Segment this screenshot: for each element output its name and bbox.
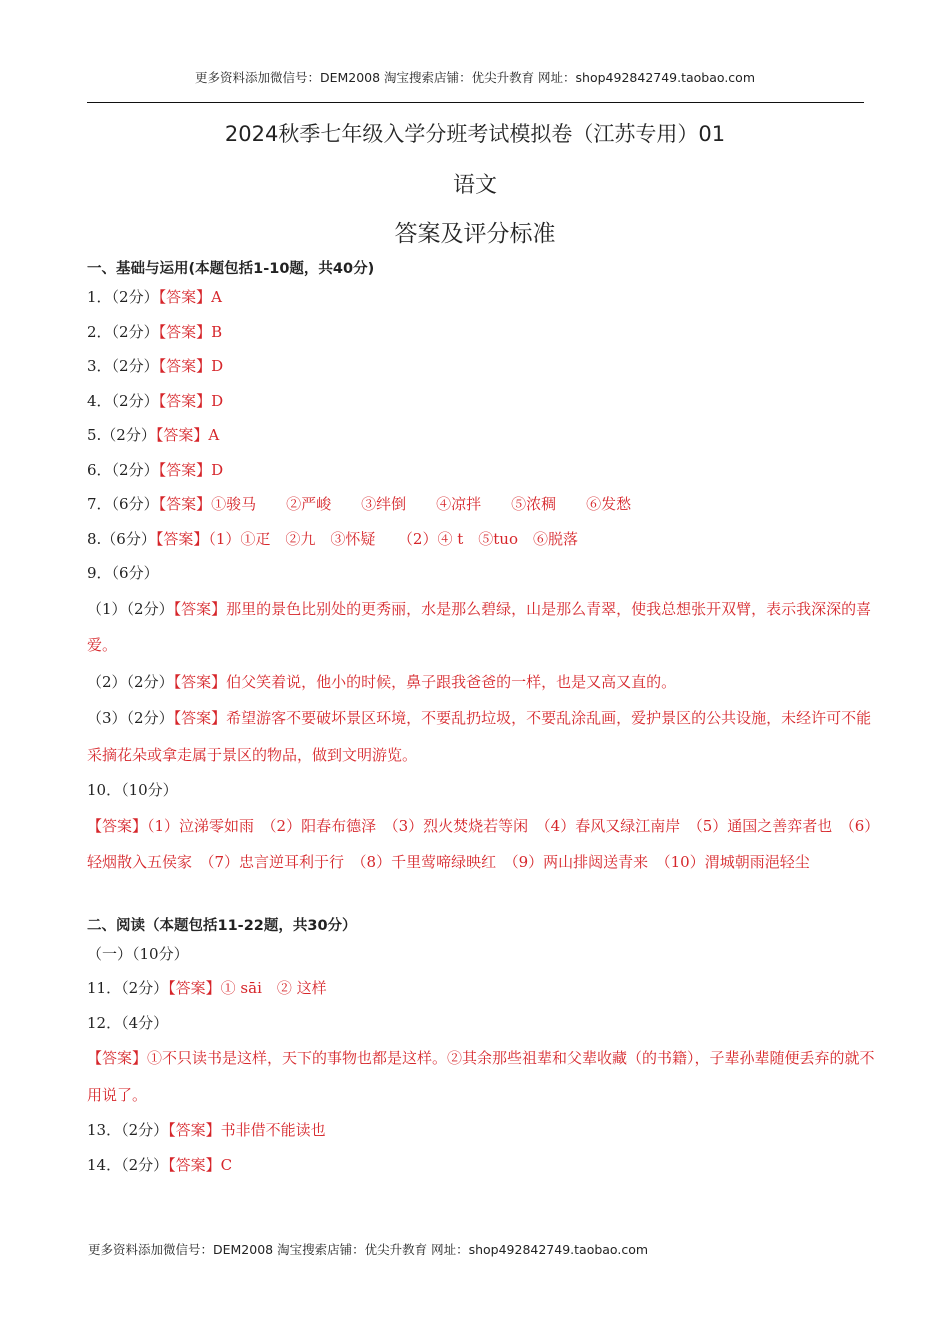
answer-tag: 【答案】 bbox=[155, 426, 209, 444]
answer-tag: 【答案】 bbox=[173, 709, 227, 727]
answer-text: D bbox=[211, 460, 224, 479]
answer-item bbox=[87, 1040, 877, 1113]
answer-tag: 【答案】 bbox=[168, 979, 221, 997]
answer-item bbox=[87, 487, 877, 522]
answer-item bbox=[87, 700, 877, 773]
answer-item bbox=[87, 418, 877, 453]
answer-tag: 【答案】 bbox=[87, 1049, 148, 1067]
question-number: 4．（2分） bbox=[87, 391, 159, 410]
answer-text: D bbox=[211, 357, 224, 375]
answer-item bbox=[87, 349, 877, 384]
answer-item bbox=[87, 808, 877, 881]
answer-text: D bbox=[211, 391, 224, 410]
answer-tag: 【答案】 bbox=[158, 322, 212, 341]
question-number: 13．（2分） bbox=[87, 1121, 169, 1139]
doc-title: 2024秋季七年级入学分班考试模拟卷（江苏专用）01 bbox=[224, 122, 726, 146]
answer-text: ①不只读书是这样，天下的事物也都是这样。②其余那些祖辈和父辈收藏（的书籍），子辈孙辈随便丢弃的就不用说了。 bbox=[87, 1049, 875, 1104]
answer-item bbox=[87, 591, 877, 664]
page-header: 更多资料添加微信号：DEM2008 淘宝搜索店铺：优尖升教育 网址：shop492842749.taobao.com bbox=[194, 70, 756, 85]
subsection-heading: （一）（10分） bbox=[87, 944, 189, 963]
answer-item bbox=[87, 664, 877, 701]
answer-tag: 【答案】 bbox=[173, 599, 227, 618]
section2-heading: 二、阅读（本题包括11-22题，共30分） bbox=[87, 917, 357, 934]
answer-text: B bbox=[211, 322, 223, 341]
answer-text: 希望游客不要破坏景区环境，不要乱扔垃圾，不要乱涂乱画，爱护景区的公共设施，未经许可不能采摘花朵或拿走属于景区的物品，做到文明游览。 bbox=[87, 709, 872, 764]
header-rule bbox=[87, 102, 864, 103]
question-number: 1．（2分） bbox=[87, 288, 159, 306]
answer-tag: 【答案】 bbox=[158, 460, 212, 479]
question-12-number: 12．（4分） bbox=[87, 1013, 169, 1032]
question-number: 2．（2分） bbox=[87, 322, 159, 341]
question-number: 8.（6分） bbox=[87, 529, 156, 548]
question-number: 6．（2分） bbox=[87, 460, 159, 479]
question-number: 7．（6分） bbox=[87, 495, 159, 513]
answer-item bbox=[87, 453, 877, 488]
answer-text: ① sāi ② 这样 bbox=[220, 979, 327, 997]
answer-text: （1）①疋 ②九 ③怀疑 （2）④ t ⑤tuo ⑥脱落 bbox=[208, 529, 578, 548]
question-number: 11．（2分） bbox=[87, 979, 169, 997]
question-10-number: 10．（10分） bbox=[87, 781, 178, 799]
question-9-number: 9．（6分） bbox=[87, 564, 159, 582]
question-number: 5.（2分） bbox=[87, 426, 156, 444]
answer-text: 伯父笑着说，他小的时候，鼻子跟我爸爸的一样，也是又高又直的。 bbox=[226, 672, 677, 691]
answer-tag: 【答案】 bbox=[87, 816, 148, 835]
question-number: （2）（2分） bbox=[87, 672, 174, 691]
question-number: 3．（2分） bbox=[87, 357, 159, 375]
answer-text: （1）泣涕零如雨 （2）阳春布德泽 （3）烈火焚烧若等闲 （4）春风又绿江南岸 （5）通国之善弈者也 （6）轻烟散入五侯家 （7）忠言逆耳利于行 （8）千里莺啼绿映红 （9）两山排闼送青来 （10）渭城朝雨浥轻尘 bbox=[87, 816, 872, 871]
doc-subtitle: 答案及评分标准 bbox=[394, 221, 556, 247]
answer-tag: 【答案】 bbox=[173, 672, 227, 691]
section1-heading: 一、基础与运用(本题包括1-10题，共40分) bbox=[87, 261, 375, 277]
answer-tag: 【答案】 bbox=[155, 529, 209, 548]
answer-tag: 【答案】 bbox=[158, 357, 212, 375]
answer-text: 书非借不能读也 bbox=[220, 1121, 326, 1139]
answer-item bbox=[87, 315, 877, 350]
answer-text: C bbox=[220, 1155, 233, 1174]
question-number: （3）（2分） bbox=[87, 709, 174, 727]
question-number: 14．（2分） bbox=[87, 1155, 169, 1174]
answer-tag: 【答案】 bbox=[158, 288, 212, 306]
answer-text: A bbox=[211, 288, 222, 306]
answer-text: A bbox=[208, 426, 220, 444]
answer-content bbox=[87, 258, 877, 1182]
doc-subject: 语文 bbox=[452, 173, 497, 198]
answer-item bbox=[87, 1148, 877, 1183]
answer-item bbox=[87, 280, 877, 315]
page-footer: 更多资料添加微信号：DEM2008 淘宝搜索店铺：优尖升教育 网址：shop492842749.taobao.com bbox=[88, 1242, 649, 1257]
section-gap bbox=[87, 881, 877, 915]
answer-tag: 【答案】 bbox=[168, 1121, 221, 1139]
answer-tag: 【答案】 bbox=[158, 495, 212, 513]
answer-tag: 【答案】 bbox=[158, 391, 212, 410]
question-number: （1）（2分） bbox=[87, 599, 174, 618]
answer-item bbox=[87, 971, 877, 1006]
answer-item bbox=[87, 522, 877, 557]
answer-text: 那里的景色比别处的更秀丽，水是那么碧绿，山是那么青翠，使我总想张开双臂，表示我深深的喜爱。 bbox=[87, 599, 872, 654]
answer-item bbox=[87, 384, 877, 419]
answer-text: ①骏马 ②严峻 ③绊倒 ④凉拌 ⑤浓稠 ⑥发愁 bbox=[211, 495, 632, 513]
answer-item bbox=[87, 1113, 877, 1148]
answer-tag: 【答案】 bbox=[168, 1155, 221, 1174]
